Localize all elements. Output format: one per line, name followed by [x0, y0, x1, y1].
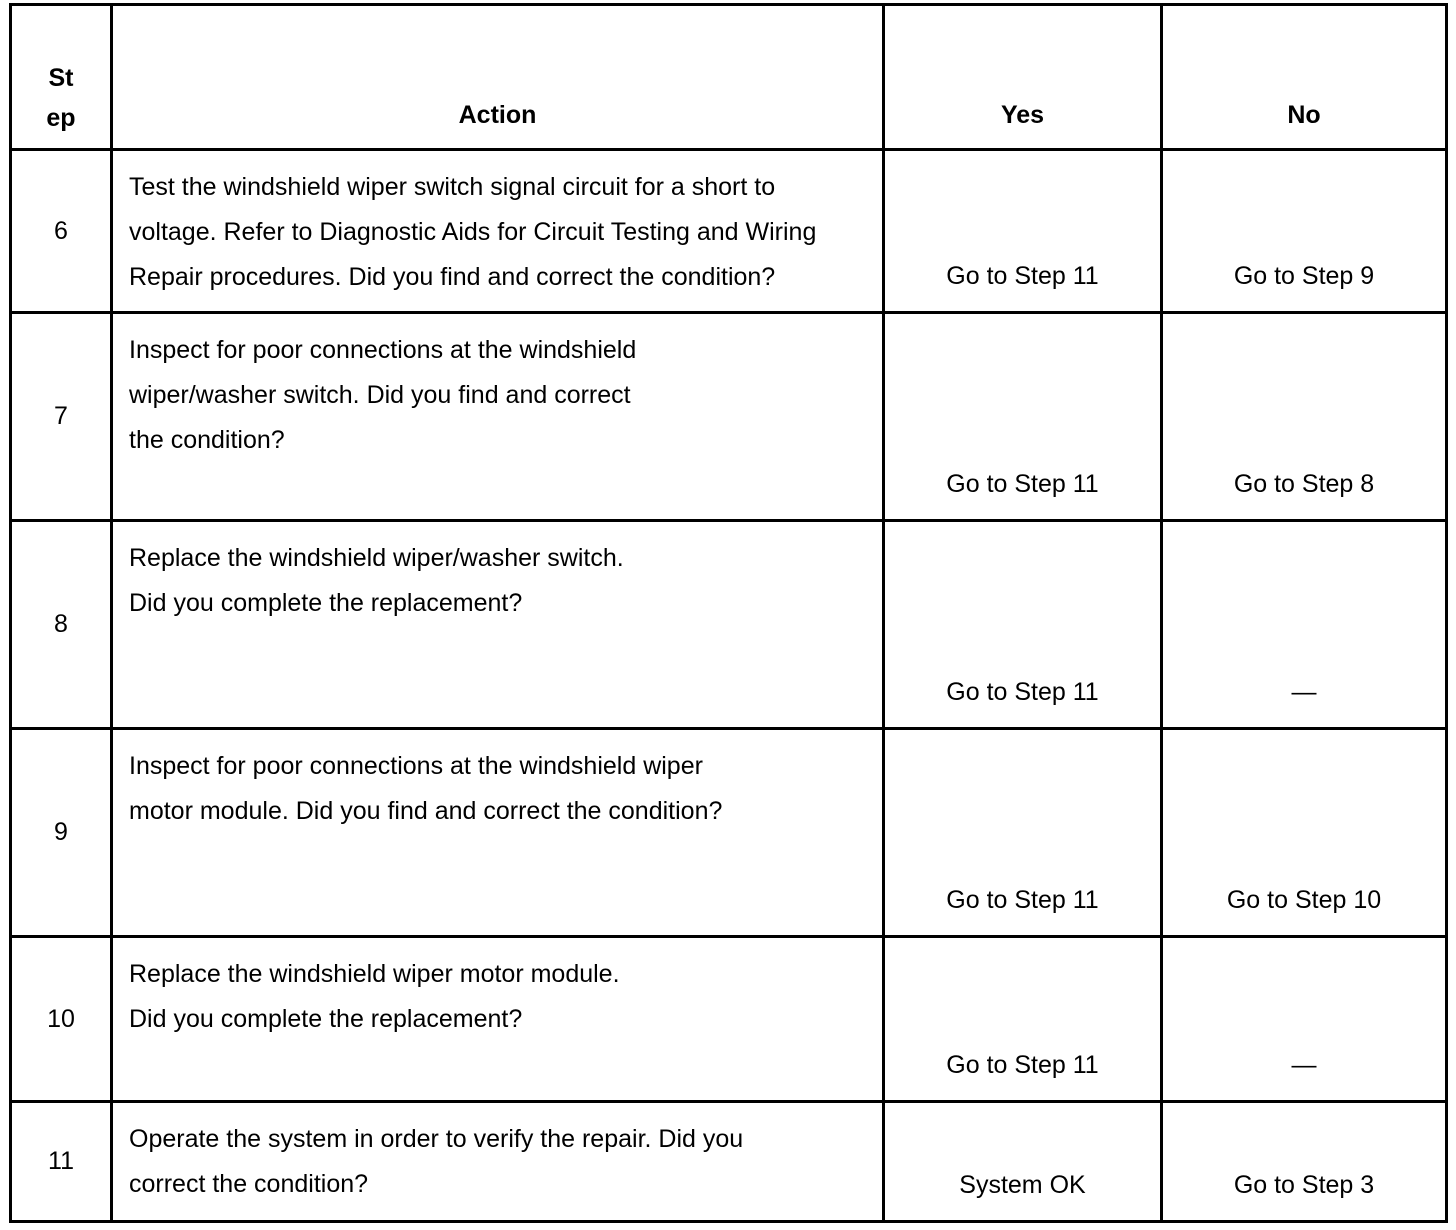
- yes-result: Go to Step 11: [884, 150, 1162, 313]
- action-text: [112, 1102, 884, 1222]
- table-body: [11, 150, 1447, 1222]
- action-line: correct the condition?: [129, 1170, 369, 1198]
- no-result: —: [1162, 521, 1447, 729]
- table-row: [11, 313, 1447, 521]
- no-result: Go to Step 8: [1162, 313, 1447, 521]
- action-line: Replace the windshield wiper motor module.: [129, 960, 620, 988]
- header-yes: Yes: [884, 5, 1162, 150]
- no-result: Go to Step 9: [1162, 150, 1447, 313]
- step-number: 11: [11, 1102, 112, 1222]
- no-result: Go to Step 10: [1162, 729, 1447, 937]
- action-text: [112, 521, 884, 729]
- no-result: —: [1162, 937, 1447, 1102]
- no-result: Go to Step 3: [1162, 1102, 1447, 1222]
- header-step-line2: ep: [46, 104, 76, 132]
- action-line: Did you complete the replacement?: [129, 589, 523, 617]
- action-line: Inspect for poor connections at the windshield wiper: [129, 752, 703, 780]
- action-text: [112, 937, 884, 1102]
- yes-result: Go to Step 11: [884, 521, 1162, 729]
- yes-result: System OK: [884, 1102, 1162, 1222]
- yes-result: Go to Step 11: [884, 937, 1162, 1102]
- yes-result: Go to Step 11: [884, 313, 1162, 521]
- header-row: [11, 5, 1447, 150]
- header-action: Action: [112, 5, 884, 150]
- yes-result: Go to Step 11: [884, 729, 1162, 937]
- action-line: Test the windshield wiper switch signal circuit for a short to: [129, 173, 776, 201]
- step-number: 8: [11, 521, 112, 729]
- action-text: [112, 150, 884, 313]
- diagnostic-table: [9, 3, 1448, 1223]
- action-line: Replace the windshield wiper/washer switch.: [129, 544, 624, 572]
- step-number: 7: [11, 313, 112, 521]
- step-number: 6: [11, 150, 112, 313]
- action-text: [112, 313, 884, 521]
- action-line: voltage. Refer to Diagnostic Aids for Circuit Testing and Wiring: [129, 218, 817, 246]
- action-text: [112, 729, 884, 937]
- step-number: 9: [11, 729, 112, 937]
- action-line: the condition?: [129, 426, 285, 454]
- table-row: [11, 150, 1447, 313]
- step-number: 10: [11, 937, 112, 1102]
- table-row: [11, 1102, 1447, 1222]
- action-line: wiper/washer switch. Did you find and correct: [129, 381, 631, 409]
- header-no: No: [1162, 5, 1447, 150]
- table-row: [11, 937, 1447, 1102]
- action-line: Operate the system in order to verify the repair. Did you: [129, 1125, 744, 1153]
- action-line: Did you complete the replacement?: [129, 1005, 523, 1033]
- table-row: [11, 729, 1447, 937]
- header-step-line1: St: [48, 64, 74, 92]
- table-row: [11, 521, 1447, 729]
- action-line: Repair procedures. Did you find and correct the condition?: [129, 263, 776, 291]
- header-step: [11, 5, 112, 150]
- action-line: Inspect for poor connections at the windshield: [129, 336, 637, 364]
- action-line: motor module. Did you find and correct the condition?: [129, 797, 723, 825]
